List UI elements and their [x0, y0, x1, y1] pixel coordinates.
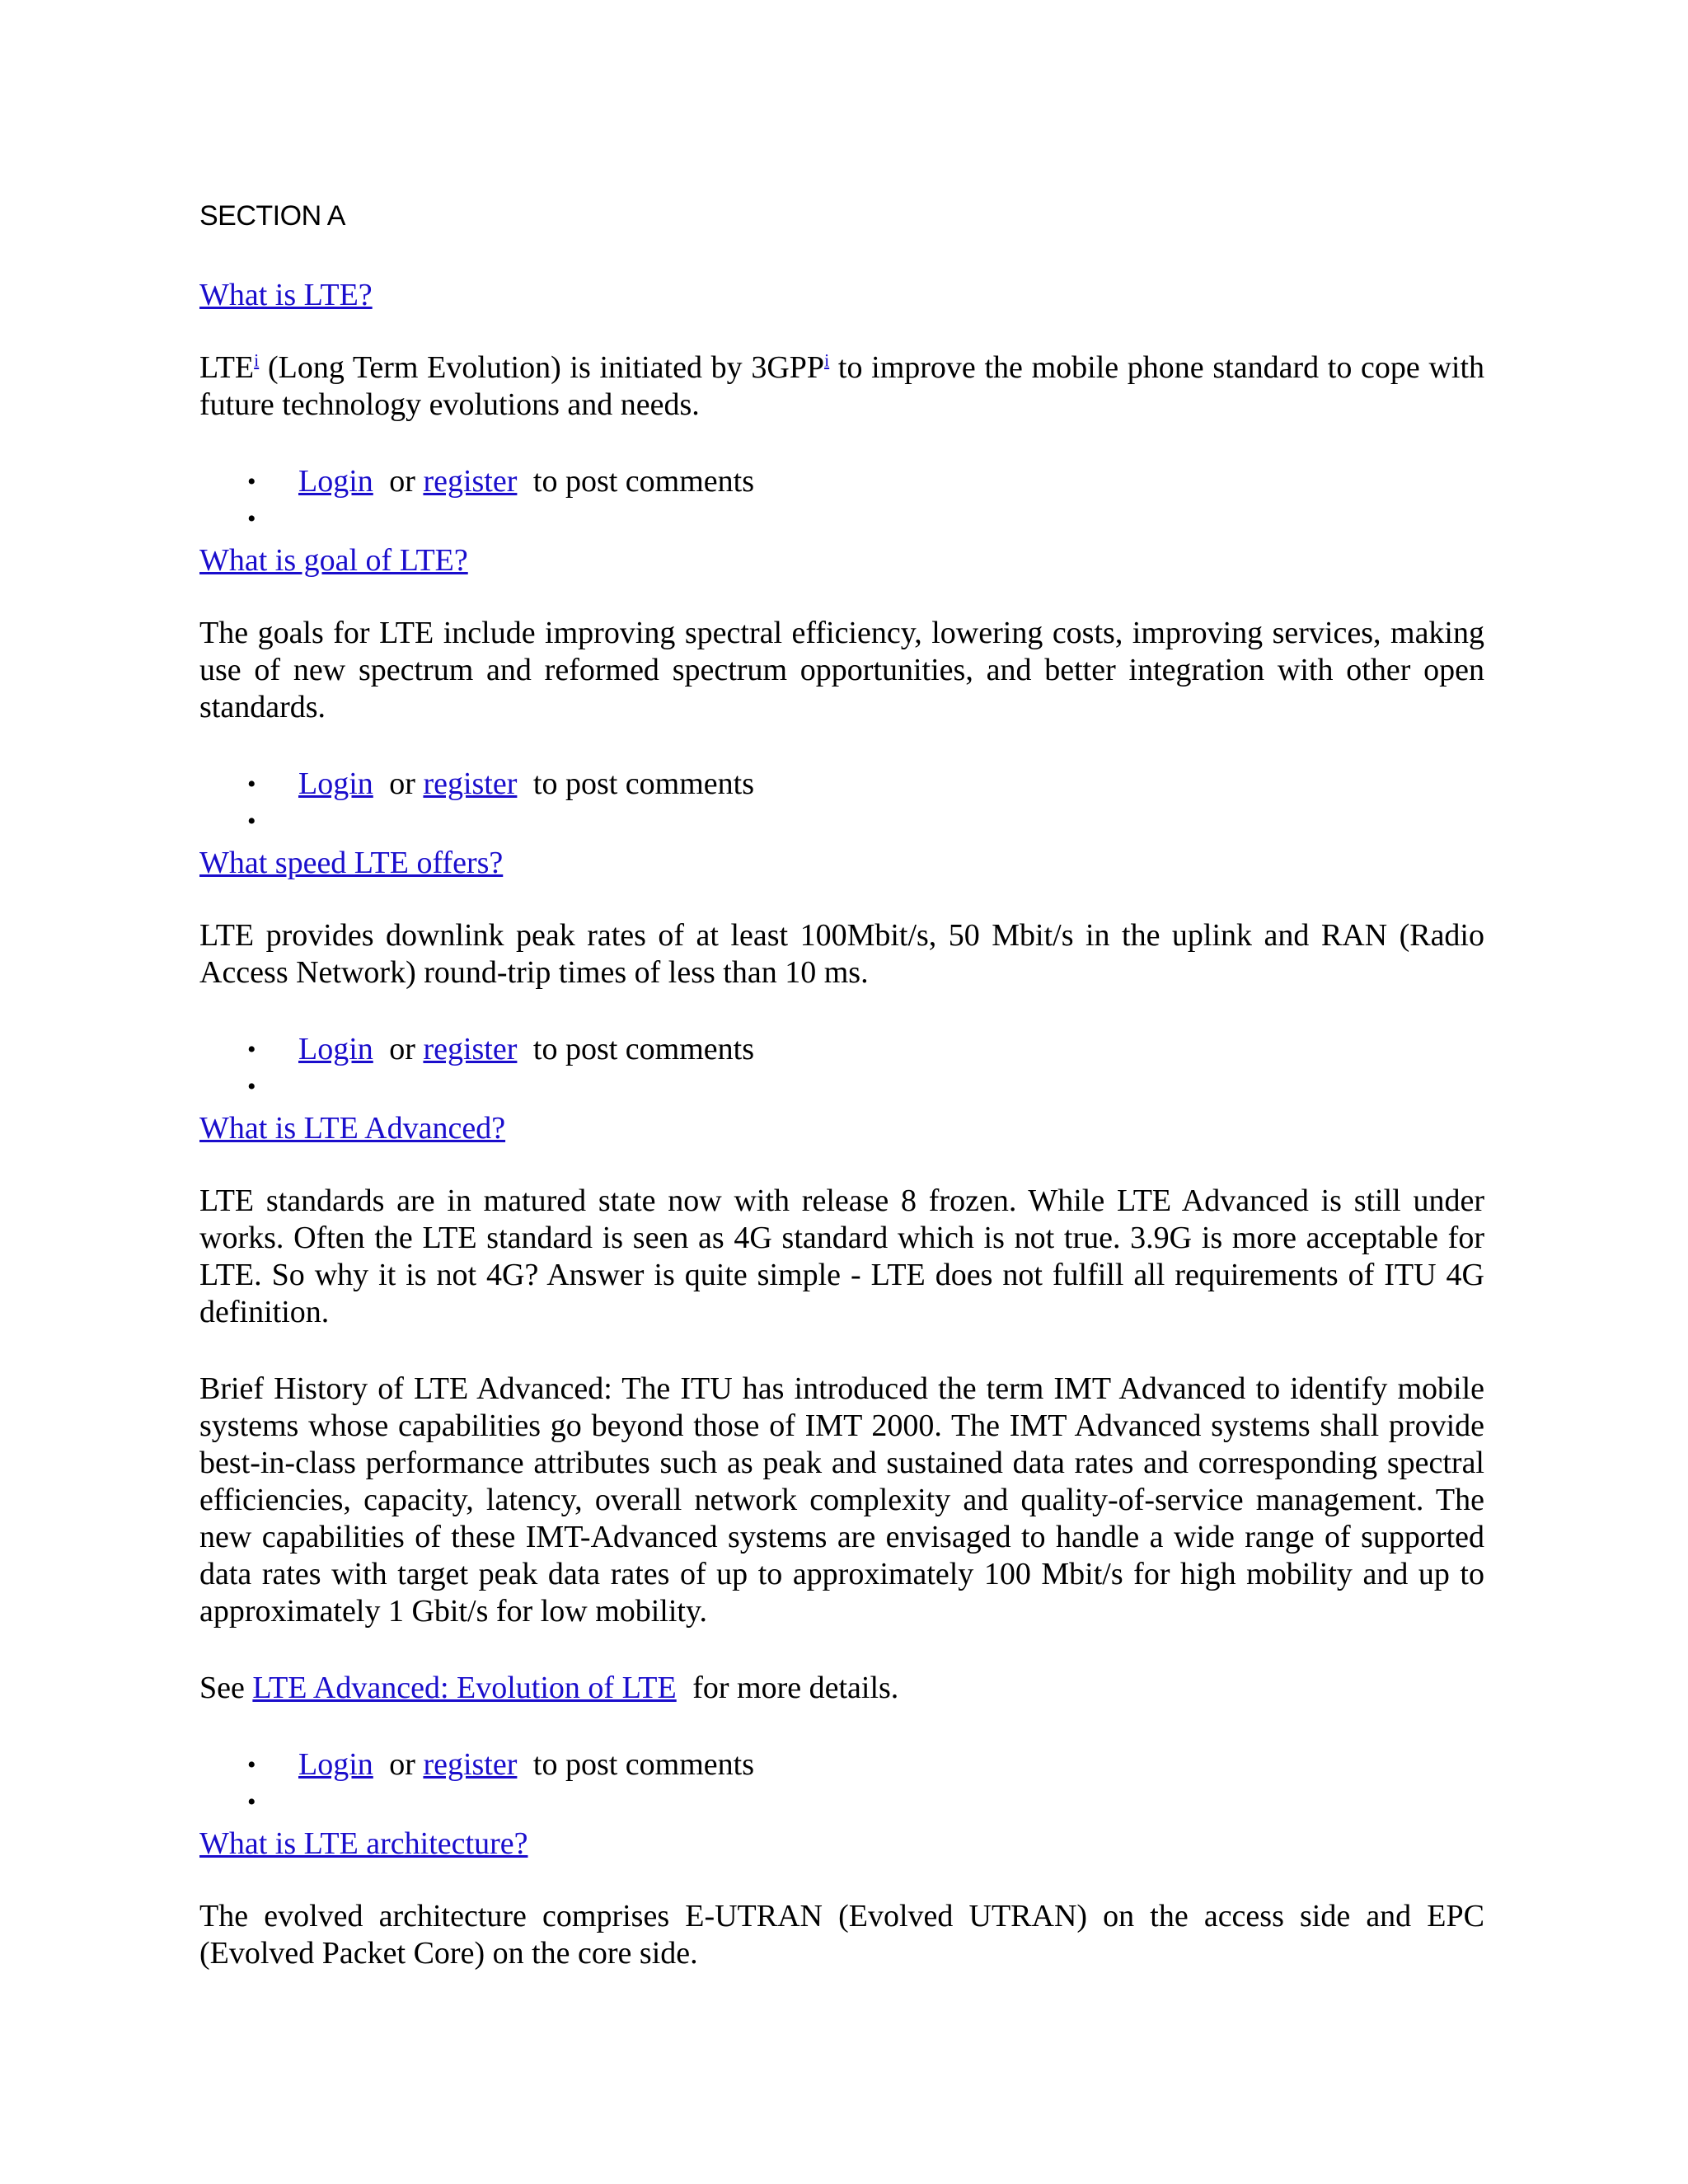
section-label: SECTION A [199, 200, 345, 232]
comment-list-item [199, 463, 1484, 500]
answer-text: (Long Term Evolution) is initiated by 3GPP [267, 350, 825, 385]
bullet-icon: • [247, 808, 256, 835]
see-more-paragraph [199, 1670, 1484, 1707]
history-paragraph: Brief History of LTE Advanced: The ITU has introduced the term IMT Advanced to identify mobile systems whose capabilities go beyond those of IMT 2000. The IMT Advanced systems shall provide best-in-class performance attributes such as peak and sustained data rates and corresponding spectral efficiencies, capacity, latency, overall network complexity and quality-of-service management. The new capabilities of these IMT-Advanced systems are envisaged to handle a wide range of supported data rates with target peak data rates of up to approximately 100 Mbit/s for high mobility and up to approximately 1 Gbit/s for low mobility. [199, 1371, 1484, 1629]
footnote-ref-link[interactable]: i [254, 349, 260, 371]
post-comments-text: to post comments [532, 464, 754, 499]
post-comments-text: to post comments [532, 766, 754, 801]
see-prefix-text: See [199, 1671, 245, 1705]
post-comments-text: to post comments [532, 1032, 754, 1066]
bullet-icon: • [247, 771, 256, 798]
question-link-speed-lte[interactable]: What speed LTE offers? [199, 846, 504, 880]
answer-text: to improve the mobile phone standard to cope with future technology evolutions and needs. [199, 350, 1485, 422]
register-link[interactable]: register [423, 464, 518, 499]
bullet-icon: • [247, 1073, 256, 1100]
comment-links-list [199, 1746, 1484, 1821]
login-link[interactable]: Login [298, 464, 373, 499]
register-link[interactable]: register [423, 1032, 518, 1066]
comment-list-item [199, 1746, 1484, 1783]
comment-list-item-empty [199, 500, 1484, 537]
login-link[interactable]: Login [298, 1747, 373, 1782]
comment-list-item [199, 766, 1484, 803]
bullet-icon: • [247, 1036, 256, 1063]
answer-paragraph: LTE standards are in matured state now with release 8 frozen. While LTE Advanced is still under works. Often the LTE standard is seen as 4G standard which is not true. 3.9G is more acceptable for LTE. So why it is not 4G? Answer is quite simple - LTE does not fulfill all requirements of ITU 4G definition. [199, 1183, 1484, 1329]
lte-advanced-evolution-link[interactable]: LTE Advanced: Evolution of LTE [252, 1671, 677, 1705]
bullet-icon: • [247, 1751, 256, 1779]
comment-list-item-empty [199, 803, 1484, 840]
question-link-lte-architecture[interactable]: What is LTE architecture? [199, 1826, 528, 1861]
login-link[interactable]: Login [298, 1032, 373, 1066]
comment-list-item-empty [199, 1783, 1484, 1821]
or-text: or [389, 1747, 415, 1782]
comment-list-item [199, 1031, 1484, 1068]
comment-links-list [199, 766, 1484, 840]
answer-paragraph: The evolved architecture comprises E-UTRAN (Evolved UTRAN) on the access side and EPC (Evolved Packet Core) on the core side. [199, 1899, 1484, 1971]
register-link[interactable]: register [423, 766, 518, 801]
footnote-ref-link[interactable]: i [824, 349, 830, 371]
see-suffix-text: for more details. [692, 1671, 899, 1705]
comment-list-item-empty [199, 1068, 1484, 1105]
or-text: or [389, 766, 415, 801]
or-text: or [389, 1032, 415, 1066]
register-link[interactable]: register [423, 1747, 518, 1782]
question-link-lte-advanced[interactable]: What is LTE Advanced? [199, 1111, 506, 1146]
answer-paragraph [199, 349, 1484, 424]
answer-text: LTE [199, 350, 255, 385]
post-comments-text: to post comments [532, 1747, 754, 1782]
bullet-icon: • [247, 505, 256, 532]
answer-paragraph: The goals for LTE include improving spectral efficiency, lowering costs, improving services, making use of new spectrum and reformed spectrum opportunities, and better integration with other open standards. [199, 616, 1484, 724]
answer-paragraph: LTE provides downlink peak rates of at least 100Mbit/s, 50 Mbit/s in the uplink and RAN (Radio Access Network) round-trip times of less than 10 ms. [199, 918, 1484, 990]
login-link[interactable]: Login [298, 766, 373, 801]
or-text: or [389, 464, 415, 499]
bullet-icon: • [247, 1788, 256, 1816]
comment-links-list [199, 463, 1484, 537]
question-link-goal-of-lte[interactable]: What is goal of LTE? [199, 543, 468, 578]
bullet-icon: • [247, 468, 256, 495]
question-link-what-is-lte[interactable]: What is LTE? [199, 278, 373, 312]
comment-links-list [199, 1031, 1484, 1105]
